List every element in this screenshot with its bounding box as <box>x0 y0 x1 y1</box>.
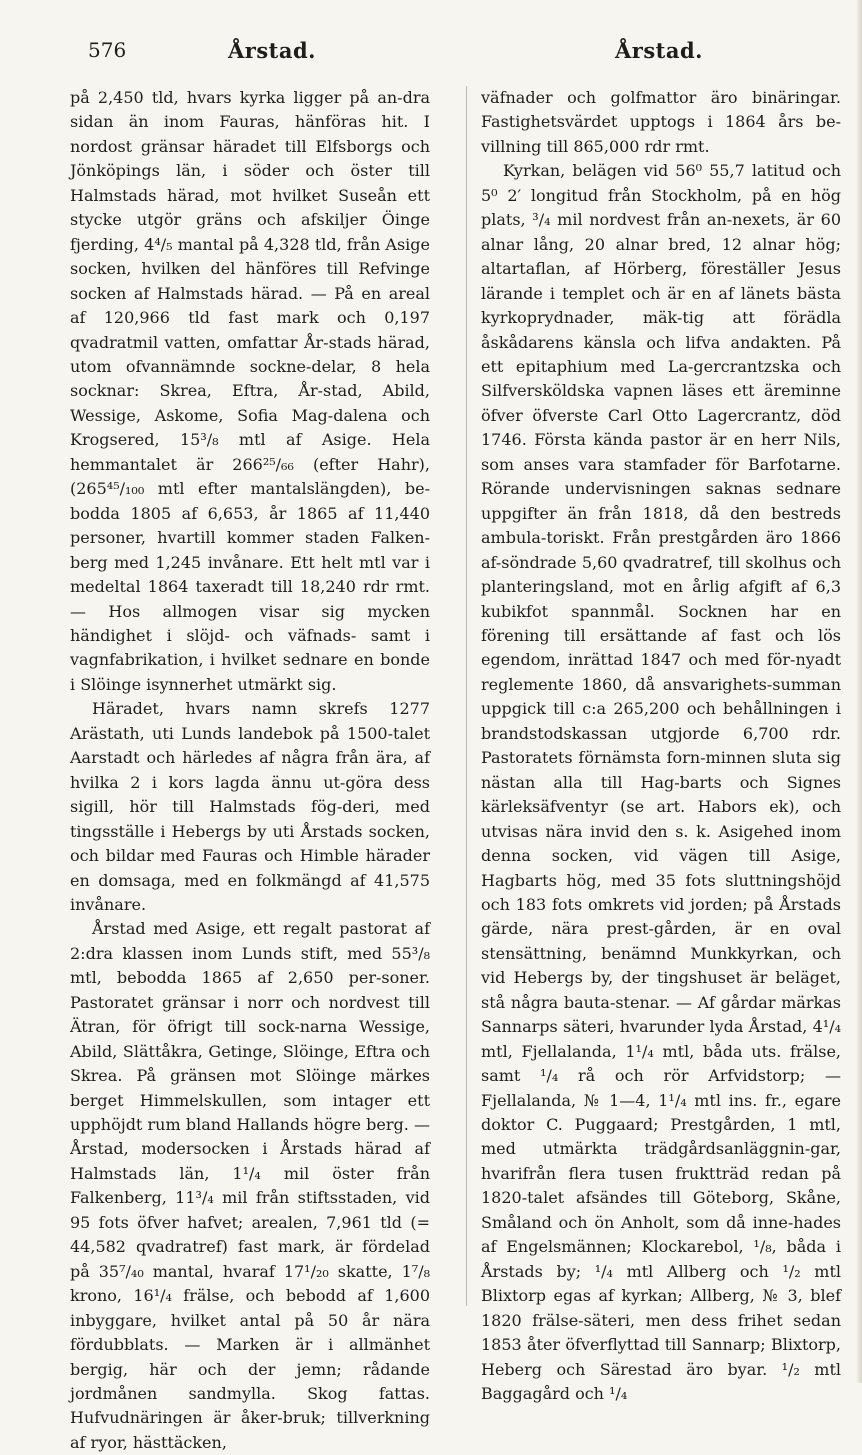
left-paragraph-3: Årstad med Asige, ett regalt pastorat af 2:dra klassen inom Lunds stift, med 55³/₈ mtl, bebodda 1865 af 2,650 per-soner. Pastoratet gränsar i norr och nordvest till Ätran, för öfrigt till sock-narna Wessige, Abild, Slättåkra, Getinge, Slöinge, Eftra och Skrea. På gränsen mot Slöinge märkes berget Himmelskullen, som intager ett upphöjdt rum bland Hallands högre berg. — Årstad, modersocken i Årstads härad af Halmstads län, 1¹/₄ mil öster från Falkenberg, 11³/₄ mil från stiftsstaden, vid 95 fots öfver hafvet; arealen, 7,961 tld (= 44,582 qvadratref) fast mark, är fördelad på 35⁷/₄₀ mantal, hvaraf 17¹/₂₀ skatte, 1⁷/₈ krono, 16¹/₄ frälse, och bebodd af 1,600 inbyggare, hvilket antal på 50 år nära fördubblats. — Marken är i allmänhet bergig, här och der jemn; rådande jordmånen sandmylla. Skog fattas. Hufvudnäringen är åker-bruk; tillverkning af ryor, hästtäcken, <box>70 919 430 1452</box>
right-column <box>481 86 841 1406</box>
right-paragraph-1: väfnader och golfmattor äro binäringar. Fastighetsvärdet upptogs i 1864 års be-villning till 865,000 rdr rmt. <box>481 88 841 156</box>
column-divider <box>466 86 467 1306</box>
left-paragraph-1: på 2,450 tld, hvars kyrka ligger på an-dra sidan än inom Fauras, hänföras hit. I nordost gränsar häradet till Elfsborgs och Jönköpings län, i söder och öster till Halmstads härad, mot hvilket Suseån ett stycke utgör gräns och afskiljer Öinge fjerding, 4⁴/₅ mantal på 4,328 tld, från Asige socken, hvilken del hänföres till Refvinge socken af Halmstads härad. — På en areal af 120,966 tld fast mark och 0,197 qvadratmil vatten, omfattar År-stads härad, utom ofvannämnde sockne-delar, 8 hela socknar: Skrea, Eftra, År-stad, Abild, Wessige, Askome, Sofia Mag-dalena och Krogsered, 15³/₈ mtl af Asige. Hela hemmantalet är 266²⁵/₆₆ (efter Hahr), (265⁴⁵/₁₀₀ mtl efter mantalslängden), be-bodda 1805 af 6,653, år 1865 af 11,440 personer, hvartill kommer staden Falken-berg med 1,245 invånare. Ett helt mtl var i medeltal 1864 taxeradt till 18,240 rdr rmt. — Hos allmogen visar sig mycken händighet i slöjd- och väfnads- samt i vagnfabrikation, i hvilket sednare en bonde i Slöinge isynnerhet utmärkt sig. <box>70 88 430 694</box>
left-paragraph-2: Häradet, hvars namn skrefs 1277 Arästath, uti Lunds landebok på 1500-talet Aarstadt och härledes af några från ära, af hvilka 2 i kors lagda ännu ut-göra dess sigill, hör till Halmstads fög-deri, med tingsställe i Hebergs by uti Årstads socken, och bildar med Fauras och Himble härader en domsaga, med en folkmängd af 41,575 invånare. <box>70 699 430 914</box>
page-number: 576 <box>88 38 127 62</box>
right-paragraph-2: Kyrkan, belägen vid 56⁰ 55,7 latitud och 5⁰ 2′ longitud från Stockholm, på en hög plats, ³/₄ mil nordvest från an-nexets, är 60 alnar lång, 20 alnar bred, 12 alnar hög; altartaflan, af Hörberg, föreställer Jesus lärande i templet och är en af länets bästa kyrkoprydnader, mäk-tig att förädla åskådarens känsla och lifva andakten. På ett epitaphium med La-gercrantzska och Silfversköldska vapnen läses ett äreminne öfver öfverste Carl Otto Lagercrantz, död 1746. Första kända pastor är en herr Nils, som anses vara stamfader för Barfotarne. Rörande undervisningen saknas sednare uppgifter än från 1818, då den bestreds ambula-toriskt. Från prestgården äro 1866 af-söndrade 5,60 qvadratref, till skolhus och planteringsland, mot en årlig afgift af 6,3 kubikfot spannmål. Socknen har en förening till ersättande af fast och lös egendom, inrättad 1847 och med för-nyadt reglemente 1860, då ansvarighets-summan uppgick till c:a 265,200 och behållningen i brandstodskassan utgjorde 6,700 rdr. Pastoratets förnämsta forn-minnen sluta sig nästan alla till Hag-barts och Signes kärleksäfventyr (se art. Habors ek), och utvisas nära invid den s. k. Asigehed inom denna socken, vid vägen till Asige, Hagbarts hög, med 35 fots sluttningshöjd och 183 fots omkrets vid jorden; på Årstads gärde, nära prest-gården, är en oval stensättning, benämnd Munkkyrkan, och vid Hebergs by, der tingshuset är beläget, stå några bauta-stenar. — Af gårdar märkas Sannarps säteri, hvarunder lyda Årstad, 4¹/₄ mtl, Fjellalanda, 1¹/₄ mtl, båda uts. frälse, samt ¹/₄ rå och rör Arfvidstorp; — Fjellalanda, № 1—4, 1¹/₄ mtl ins. fr., egare doktor C. Puggaard; Prestgården, 1 mtl, med utmärkta trädgårdsanläggnin-gar, hvarifrån flera tusen fruktträd redan på 1820-talet afsändes till Göteborg, Skåne, Småland och ön Anholt, som då inne-hades af Engelsmännen; Klockarebol, ¹/₈, båda i Årstads by; ¹/₄ mtl Allberg och ¹/₂ mtl Blixtorp egas af kyrkan; Allberg, № 3, blef 1820 frälse-säteri, men dess frihet sedan 1853 åter öfverflyttad till Sannarp; Blixtorp, Heberg och Särestad äro byar. ¹/₂ mtl Baggagård och ¹/₄ <box>481 161 841 1404</box>
running-head-left: Årstad. <box>228 38 316 63</box>
left-column <box>70 86 430 1455</box>
page-header <box>0 38 862 68</box>
page-edge-shadow <box>856 0 862 1383</box>
running-head-right: Årstad. <box>615 38 703 63</box>
